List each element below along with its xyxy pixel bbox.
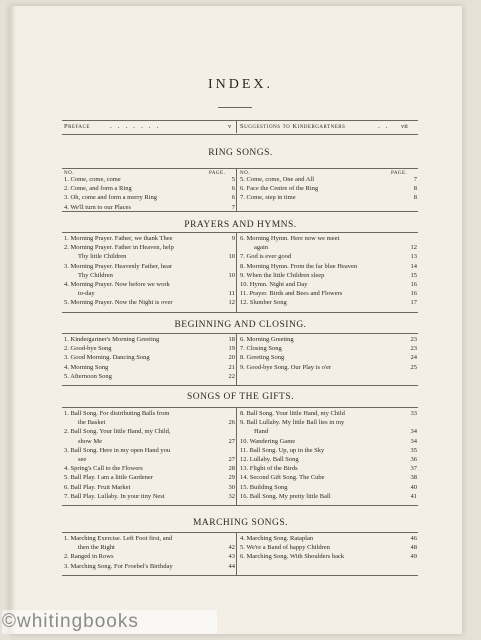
preface-divider xyxy=(236,120,237,133)
index-entry-right: 12. Slumber Song xyxy=(240,299,287,307)
index-entry-left: 2. Come, and form a Ring xyxy=(64,185,132,193)
index-entry-right: 9. When the little Children sleep xyxy=(240,271,325,279)
section-divider xyxy=(236,168,237,211)
index-entry-page: 23 xyxy=(410,336,417,343)
index-entry-left: the Basket xyxy=(78,419,106,427)
index-entry-right: 16. Ball Song. My pretty little Ball xyxy=(240,492,331,500)
index-entry-page: 16 xyxy=(410,281,417,288)
index-entry-left: Thy Children xyxy=(78,271,113,279)
index-entry-page: 7 xyxy=(413,176,417,183)
index-entry-right: 11. Ball Song. Up, up in the Sky xyxy=(240,446,325,454)
index-entry-page: 42 xyxy=(228,544,235,552)
index-entry-right: 7. God is ever good xyxy=(240,253,292,261)
index-entry-left: 5. Afternoon Song xyxy=(64,372,112,380)
index-entry-left: then the Right xyxy=(78,544,115,552)
index-entry-page: 15 xyxy=(410,271,417,279)
index-entry-left: 4. We'll turn to our Places xyxy=(64,203,131,211)
index-entry-left: 5. Morning Prayer. Now the Night is over xyxy=(64,299,173,307)
section-title-beginning: BEGINNING AND CLOSING. xyxy=(174,320,307,330)
index-entry-page: 30 xyxy=(228,483,235,491)
col-no-left: NO. xyxy=(64,171,74,176)
section-top-rule xyxy=(62,232,418,233)
index-entry-page: 44 xyxy=(228,562,235,570)
index-entry-left: 5. Ball Play. I am a little Gardener xyxy=(64,474,153,482)
section-top-rule xyxy=(62,532,418,533)
index-entry-page: 29 xyxy=(228,474,235,482)
col-no-right: NO. xyxy=(240,171,250,176)
index-entry-page: 10 xyxy=(228,271,235,279)
section-bottom-rule xyxy=(62,505,418,506)
index-entry-left: 2. Ball Song. Your little Hand, my Child, xyxy=(64,428,171,436)
index-entry-page: 33 xyxy=(410,410,417,417)
index-entry-left: 1. Marching Exercise. Left Foot first, and xyxy=(64,535,173,542)
index-entry-page: 40 xyxy=(410,483,417,491)
index-entry-page: 19 xyxy=(228,345,235,353)
preface-page: v xyxy=(228,123,232,130)
index-entry-page: 43 xyxy=(228,553,235,561)
section-bottom-rule xyxy=(62,385,418,386)
index-entry-page: 36 xyxy=(410,456,417,463)
index-entry-page: 12 xyxy=(410,244,417,252)
index-entry-page: 13 xyxy=(410,253,417,261)
section-divider xyxy=(236,532,237,575)
index-entry-left: Thy little Children xyxy=(78,253,127,261)
index-title: INDEX. xyxy=(207,77,274,92)
index-entry-left: 4. Morning Song xyxy=(64,363,109,371)
index-entry-left: 7. Ball Play. Lullaby. In your tiny Nest xyxy=(64,492,165,500)
section-title-prayers: PRAYERS AND HYMNS. xyxy=(184,220,297,230)
index-entry-page: 10 xyxy=(228,253,235,261)
index-entry-right: 6. Morning Hymn. Here now we meet xyxy=(240,235,340,242)
index-entry-left: 1. Morning Prayer. Father, we thank Thee xyxy=(64,235,173,242)
index-entry-left: 3. Good Morning. Dancing Song xyxy=(64,354,150,362)
index-entry-page: 16 xyxy=(410,290,417,298)
index-entry-right: 6. Face the Centre of the Ring xyxy=(240,185,319,193)
index-entry-page: 17 xyxy=(410,299,417,307)
col-page-left: PAGE. xyxy=(209,171,226,176)
index-entry-page: 38 xyxy=(410,474,417,482)
section-title-marching: MARCHING SONGS. xyxy=(192,518,289,528)
index-entry-page: 5 xyxy=(231,176,235,183)
index-entry-page: 27 xyxy=(228,456,235,463)
section-divider xyxy=(236,232,237,312)
watermark: ©whitingbooks xyxy=(2,610,217,634)
preface-bottom-rule xyxy=(62,134,418,135)
index-entry-right: 8. Ball Song. Your little Hand, my Child xyxy=(240,410,345,417)
index-entry-right: 13. Flight of the Birds xyxy=(240,465,298,473)
index-entry-right: 6. Morning Greeting xyxy=(240,336,294,343)
index-entry-left: to-day xyxy=(78,290,95,298)
index-entry-left: 1. Come, come, come xyxy=(64,176,121,183)
index-entry-right: 6. Marching Song. With Shoulders back xyxy=(240,553,345,561)
index-entry-right: 10. Wandering Game xyxy=(240,437,296,445)
col-page-right: PAGE. xyxy=(391,171,408,176)
preface-label: Preface xyxy=(64,123,90,130)
index-entry-right: 15. Building Song xyxy=(240,483,288,491)
index-entry-right: Hand xyxy=(254,428,269,436)
index-entry-page: 35 xyxy=(410,446,417,454)
index-entry-right: 5. Come, come, One and All xyxy=(240,176,315,183)
index-entry-right: 8. Morning Hymn. From the far blue Heaven xyxy=(240,262,358,270)
index-entry-page: 21 xyxy=(228,363,235,371)
index-entry-page: 8 xyxy=(413,185,417,193)
index-entry-page: 48 xyxy=(410,544,417,552)
index-entry-right: 5. We're a Band of happy Children xyxy=(240,544,330,552)
index-entry-page: 46 xyxy=(410,535,417,542)
index-entry-left: 4. Spring's Call to the Flowers xyxy=(64,465,143,473)
index-entry-page: 49 xyxy=(410,553,417,561)
index-entry-page: 26 xyxy=(228,419,235,427)
index-entry-left: 4. Morning Prayer. Now before we work xyxy=(64,281,170,288)
index-entry-right: 14. Second Gift Song. The Cube xyxy=(240,474,325,482)
index-entry-page: 20 xyxy=(228,354,235,362)
section-bottom-rule xyxy=(62,575,418,576)
section-title-ring: RING SONGS. xyxy=(208,148,273,158)
index-entry-left: see xyxy=(78,456,87,463)
index-entry-page: 9 xyxy=(231,235,235,242)
index-entry-page: 23 xyxy=(410,345,417,353)
index-entry-page: 25 xyxy=(410,363,417,371)
index-entry-page: 11 xyxy=(228,290,235,298)
index-entry-left: 2. Morning Prayer. Father in Heaven, help xyxy=(64,244,174,252)
index-entry-page: 12 xyxy=(228,299,235,307)
index-entry-right: again xyxy=(254,244,269,252)
index-entry-left: 6. Ball Play. Fruit Market xyxy=(64,483,131,491)
index-entry-page: 37 xyxy=(410,465,417,473)
index-entry-page: 6 xyxy=(231,194,235,202)
index-entry-page: 8 xyxy=(413,194,417,202)
index-entry-left: 3. Ball Song. Here in my open Hand you xyxy=(64,446,171,454)
index-entry-page: 41 xyxy=(410,492,417,500)
index-entry-right: 11. Prayer. Birds and Bees and Flowers xyxy=(240,290,343,298)
preface-top-rule xyxy=(62,120,418,121)
index-entry-right: 7. Closing Song xyxy=(240,345,282,353)
index-entry-left: show Me xyxy=(78,437,103,445)
section-title-gifts: SONGS OF THE GIFTS. xyxy=(187,392,294,402)
index-entry-page: 7 xyxy=(231,203,235,211)
section-top-rule xyxy=(62,333,418,334)
index-entry-right: 8. Greeting Song xyxy=(240,354,285,362)
section-top-rule xyxy=(62,168,418,169)
section-divider xyxy=(236,407,237,505)
index-entry-right: 9. Good-bye Song. Our Play is o'er xyxy=(240,363,332,371)
index-entry-page: 32 xyxy=(228,492,235,500)
section-divider xyxy=(236,333,237,385)
watermark-text: whitingbooks xyxy=(17,611,139,632)
index-entry-right: 4. Marching Song. Rataplan xyxy=(240,535,314,542)
index-entry-right: 7. Come, step in time xyxy=(240,194,296,202)
index-entry-left: 2. Ranged in Rows xyxy=(64,553,114,561)
index-entry-right: 10. Hymn. Night and Day xyxy=(240,281,308,288)
index-entry-left: 3. Morning Prayer. Heavenly Father, hear xyxy=(64,262,173,270)
title-underline xyxy=(218,107,252,108)
index-entry-right: 12. Lullaby. Ball Song xyxy=(240,456,299,463)
index-entry-right: 9. Ball Lullaby. My little Ball lies in my xyxy=(240,419,345,427)
index-entry-left: 3. Marching Song. For Froebel's Birthday xyxy=(64,562,173,570)
index-entry-page: 14 xyxy=(410,262,417,270)
suggestions-label: Suggestions to Kindergartners xyxy=(240,123,346,130)
index-entry-page: 22 xyxy=(228,372,235,380)
index-entry-page: 27 xyxy=(228,437,235,445)
section-bottom-rule xyxy=(62,312,418,313)
index-entry-page: 34 xyxy=(410,428,417,436)
index-entry-left: 1. Kindergartner's Morning Greeting xyxy=(64,336,160,343)
index-entry-page: 34 xyxy=(410,437,417,445)
index-entry-left: 3. Oh, come and form a merry Ring xyxy=(64,194,157,202)
index-entry-page: 28 xyxy=(228,465,235,473)
suggestions-dots: .. xyxy=(378,122,394,130)
index-entry-left: 2. Good-bye Song xyxy=(64,345,112,353)
index-entry-left: 1. Ball Song. For distributing Balls from xyxy=(64,410,170,417)
preface-dots: ....... xyxy=(110,122,165,130)
section-top-rule xyxy=(62,407,418,408)
index-entry-page: 24 xyxy=(410,354,417,362)
suggestions-page: vii xyxy=(401,123,408,130)
index-entry-page: 18 xyxy=(228,336,235,343)
index-entry-page: 6 xyxy=(231,185,235,193)
